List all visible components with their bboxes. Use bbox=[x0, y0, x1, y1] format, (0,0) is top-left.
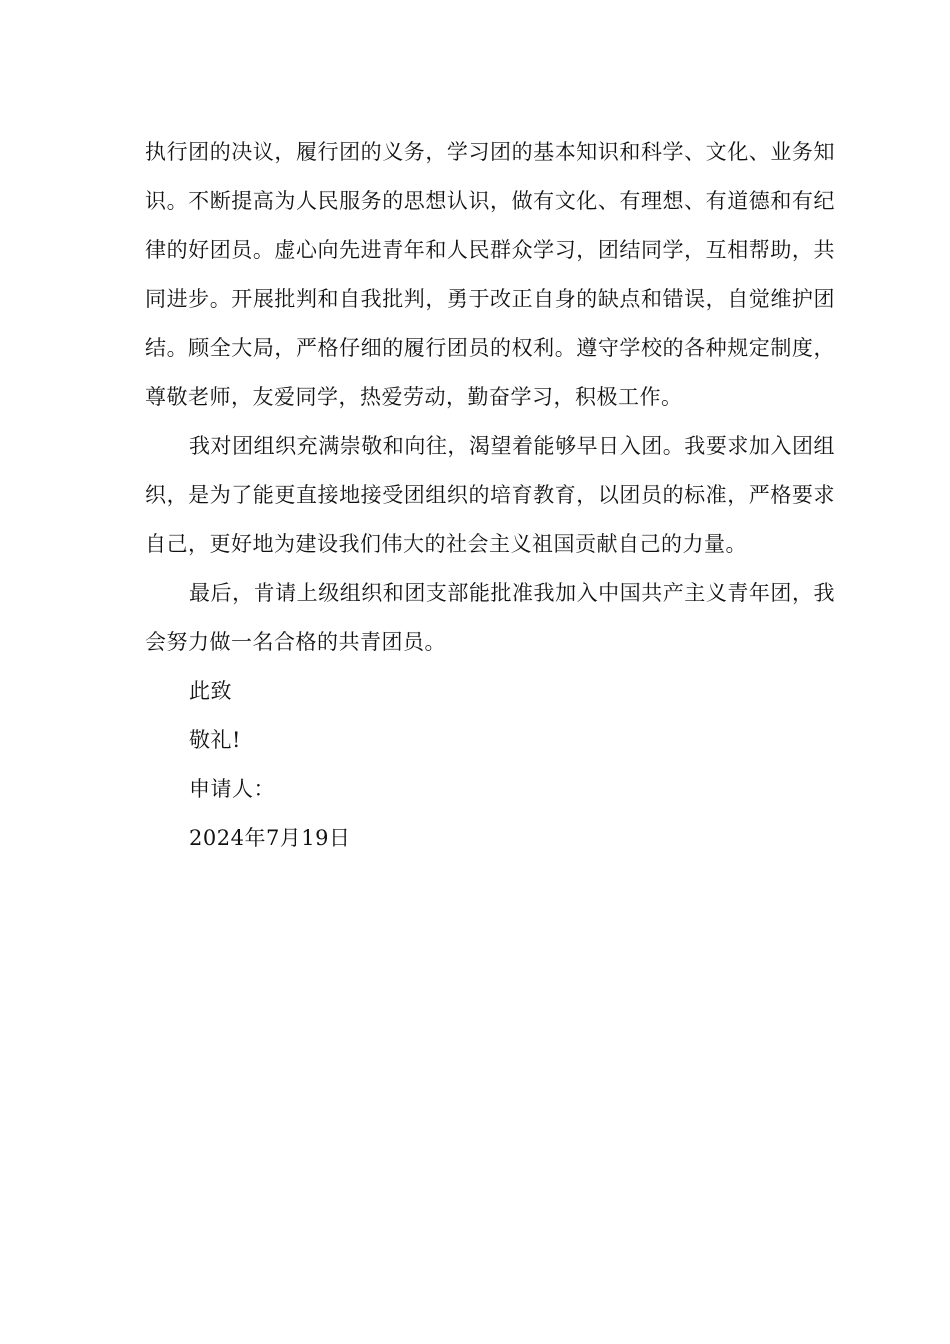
document-page bbox=[145, 128, 835, 863]
applicant-label: 申请人： bbox=[189, 777, 275, 801]
closing-salutation: 此致 bbox=[189, 679, 232, 703]
body-paragraph-continued: 执行团的决议，履行团的义务，学习团的基本知识和科学、文化、业务知识。不断提高为人民服务的思想认识，做有文化、有理想、有道德和有纪律的好团员。虚心向先进青年和人民群众学习，团结同学，互相帮助，共同进步。开展批判和自我批判，勇于改正自身的缺点和错误，自觉维护团结。顾全大局，严格仔细的履行团员的权利。遵守学校的各种规定制度，尊敬老师，友爱同学，热爱劳动，勤奋学习，积极工作。 bbox=[145, 140, 835, 409]
application-date: 2024年7月19日 bbox=[189, 826, 351, 850]
closing-respect: 敬礼! bbox=[189, 728, 241, 752]
body-paragraph-request: 最后，肯请上级组织和团支部能批准我加入中国共产主义青年团，我会努力做一名合格的共青团员。 bbox=[145, 581, 835, 654]
body-paragraph-aspiration: 我对团组织充满崇敬和向往，渴望着能够早日入团。我要求加入团组织，是为了能更直接地接受团组织的培育教育，以团员的标准，严格要求自己，更好地为建设我们伟大的社会主义祖国贡献自己的力量。 bbox=[145, 434, 835, 556]
